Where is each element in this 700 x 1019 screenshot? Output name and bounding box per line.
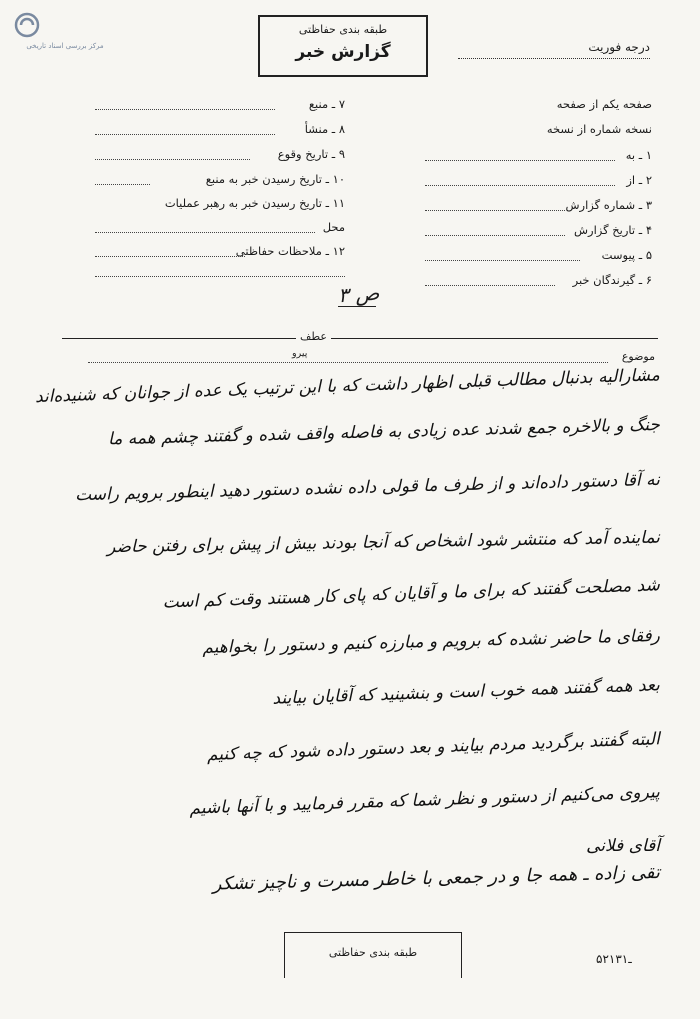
handwritten-line: نه آقا دستور داده‌اند و از طرف ما قولی داده نشده دستور دهید اینطور برویم راست (74, 469, 661, 506)
subject-label: موضوع (621, 350, 655, 363)
form-header-box (258, 15, 428, 77)
reference-peyro: پیرو (292, 348, 308, 359)
handwritten-line: پیروی می‌کنیم از دستور و نظر شما که مقرر فرمایید و با آنها باشیم (189, 782, 661, 819)
field-attachment: ۵ ـ پیوست (601, 248, 652, 262)
field-received-ops: ۱۱ ـ تاریخ رسیدن خبر به رهبر عملیات (164, 196, 345, 210)
form-title: گزارش خبر (295, 42, 391, 62)
field-received-source-line (95, 184, 150, 185)
page-number-mark: ص ۳ (337, 280, 381, 308)
reference-atf: عطف (296, 330, 331, 343)
field-from: ۲ ـ از (626, 173, 652, 187)
field-report-date-line (425, 235, 565, 236)
field-recipients: ۶ ـ گیرندگان خبر (572, 273, 652, 287)
priority-label: درجه فوریت (588, 40, 650, 54)
field-source-line (95, 109, 275, 110)
handwritten-line: جنگ و بالاخره جمع شدند عده زیادی به فاصله واقف شده و گفتند چشم همه ما (107, 414, 661, 450)
handwritten-line: بعد همه گفتند همه خوب است و بنشینید که آقایان بیایند (272, 675, 661, 709)
field-recipients-line (425, 285, 555, 286)
field-report-no-line (425, 210, 565, 211)
priority-line (458, 58, 650, 59)
handwritten-line: تقی زاده ـ همه جا و در جمعی با خاطر مسرت و ناچیز تشکر (212, 861, 661, 895)
footer-classification: طبقه بندی حفاظتی (328, 946, 418, 959)
handwritten-line: نماینده آمد که منتشر شود اشخاص که آنجا بودند بیش از پیش برای رفتن حاضر (107, 527, 661, 558)
handwritten-line: رفقای ما حاضر نشده که برویم و مبارزه کنیم و دستور را بخواهیم (202, 625, 661, 658)
handwritten-line: شد مصلحت گفتند که برای ما و آقایان که پای کار هستند وقت کم است (162, 575, 661, 613)
handwritten-line: البته گفتند برگردید مردم بیایند و بعد دستور داده شود که چه کنیم (206, 729, 661, 766)
field-origin-line (95, 134, 275, 135)
footer-classification-box (284, 932, 462, 978)
header-classification: طبقه بندی حفاظتی (298, 23, 388, 36)
field-received-source: ۱۰ ـ تاریخ رسیدن خبر به منبع (205, 172, 345, 186)
archive-logo-text: مرکز بررسی اسناد تاریخی (26, 42, 104, 50)
field-to-line (425, 160, 615, 161)
field-from-line (425, 185, 615, 186)
archive-emblem-icon (14, 12, 40, 38)
field-source: ۷ ـ منبع (308, 97, 345, 111)
field-security-notes-line (95, 256, 245, 257)
field-event-date: ۹ ـ تاریخ وقوع (277, 147, 345, 161)
field-event-date-line (95, 159, 250, 160)
field-report-no: ۳ ـ شماره گزارش (565, 198, 652, 212)
handwritten-line: آقای فلانی (586, 836, 660, 856)
field-place-line (95, 232, 315, 233)
field-place: محل (322, 220, 345, 234)
field-security-notes: ۱۲ ـ ملاحظات حفاظتی (235, 244, 345, 258)
page-number-underline (338, 306, 376, 307)
footer-code: ۵۲ـ۱۳۱ (596, 952, 632, 966)
field-page: صفحه یکم از صفحه (556, 97, 652, 111)
subject-line (88, 362, 608, 363)
handwritten-line: مشارالیه بدنبال مطالب قبلی اظهار داشت که با این ترتیب یک عده از جوانان که شنیده‌اند (34, 365, 661, 408)
field-extra-line (95, 276, 345, 277)
field-copy: نسخه شماره از نسخه (546, 122, 652, 136)
field-attachment-line (425, 260, 580, 261)
reference-rule (62, 338, 658, 339)
field-origin: ۸ ـ منشأ (304, 122, 345, 136)
field-to: ۱ ـ به (625, 148, 652, 162)
archive-logo (8, 8, 128, 56)
field-report-date: ۴ ـ تاریخ گزارش (573, 223, 652, 237)
